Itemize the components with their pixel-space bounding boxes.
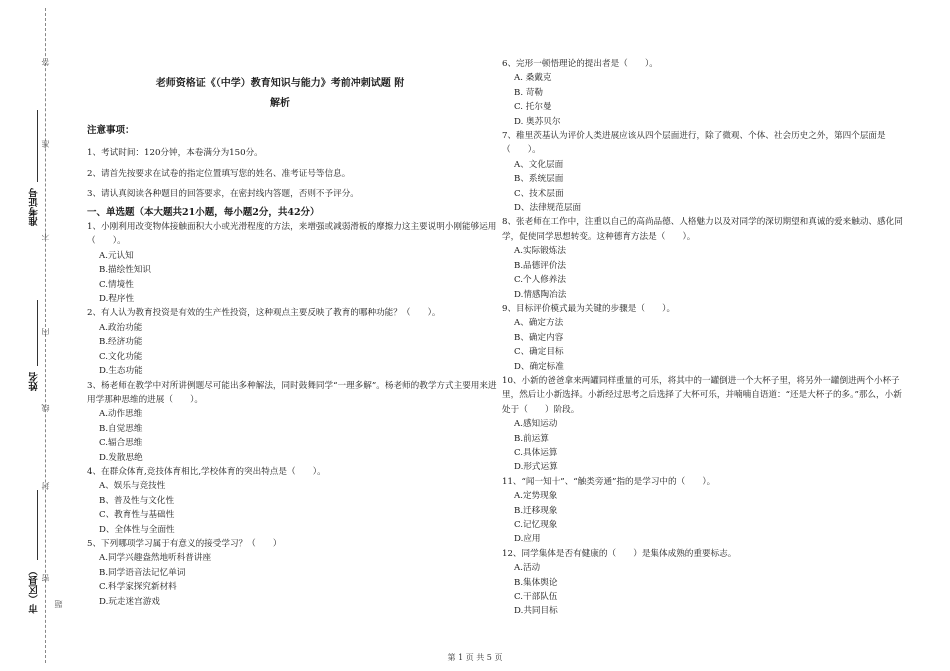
question-text: 2、有人认为教育投资是有效的生产性投资，这种观点主要反映了教育的哪种功能？（ ）。 (87, 308, 441, 319)
seal-char: 封 (41, 482, 50, 490)
district-label: 市（区县） (29, 566, 40, 614)
question-option: C.干部队伍 (514, 592, 558, 603)
question-option: A、文化层面 (514, 159, 564, 170)
notice-item: 2、请首先按要求在试卷的指定位置填写您的姓名、准考证号等信息。 (87, 168, 351, 179)
question-option: D.形式运算 (514, 462, 558, 473)
question-option: C.情境性 (99, 279, 134, 290)
section-title: 一、单选题（本大题共21小题，每小题2分，共42分） (87, 206, 320, 218)
question-text: 12、同学集体是否有健康的（ ）是集体成熟的重要标志。 (502, 548, 737, 559)
question-text: 9、目标评价模式最为关键的步骤是（ ）。 (502, 303, 676, 314)
notice-title: 注意事项： (87, 125, 135, 136)
question-5 (87, 537, 497, 609)
question-option: A. 桑戴克 (514, 73, 552, 84)
question-option: A.定势现象 (514, 491, 558, 502)
question-option: C. 托尔曼 (514, 102, 552, 113)
question-option: A.动作思维 (99, 409, 143, 420)
question-text: 10、小新的爸爸拿来两罐同样重量的可乐，将其中的一罐倒进一个大杯子里，将另外一罐倒进两个小杯子里，然后让小新选择。小新经过思考之后选择了大杯可乐，并喃喃自语道：“还是大杯子的多。”那么，小新处于（ ）阶段。 (502, 375, 902, 415)
question-option: C.个人修养法 (514, 275, 566, 286)
question-option: B.集体舆论 (514, 577, 558, 588)
left-column (87, 124, 497, 609)
question-option: B.品德评价法 (514, 260, 567, 271)
question-option: C.记忆现象 (514, 520, 558, 530)
question-6 (502, 57, 907, 129)
question-text: 4、在群众体育,竞技体育相比,学校体育的突出特点是（ ）。 (87, 466, 326, 477)
doc-title-line2: 解析 (270, 98, 290, 109)
binding-margin (0, 0, 63, 671)
doc-title-line1: 老师资格证《（中学）教育知识与能力》考前冲刺试题 附 (155, 78, 405, 89)
question-option: C.辐合思维 (99, 438, 143, 449)
question-option: C、技术层面 (514, 188, 564, 199)
question-option: B.描绘性知识 (99, 265, 152, 276)
question-option: D.玩走迷宫游戏 (99, 596, 160, 607)
question-option: B.同学语音法记忆单词 (99, 567, 186, 578)
notice-item: 3、请认真阅读各种题目的回答要求，在密封线内答题，否则不予评分。 (87, 189, 359, 200)
question-option: A.活动 (514, 563, 541, 574)
question-option: D.发散思绝 (99, 452, 143, 463)
question-option: D、确定标准 (514, 361, 564, 372)
question-2 (87, 306, 497, 378)
question-option: B、普及性与文化性 (99, 495, 175, 506)
question-option: A.元认知 (99, 250, 134, 261)
seal-char: 准 (41, 140, 50, 148)
question-7 (502, 129, 907, 215)
question-option: C.科学家探究新材料 (99, 582, 177, 593)
question-option: D.共同目标 (514, 606, 558, 617)
question-option: A.感知运动 (514, 419, 558, 430)
question-8 (502, 215, 907, 301)
seal-char: 答 (41, 58, 50, 66)
question-option: D.应用 (514, 534, 541, 545)
exam-number-label: 准考证号 (29, 188, 40, 226)
exam-number-field[interactable] (37, 110, 38, 182)
name-label: 姓名 (29, 372, 40, 391)
question-option: C、教育性与基础性 (99, 510, 175, 521)
question-9 (502, 302, 907, 374)
question-4 (87, 465, 497, 537)
question-option: D.程序性 (99, 294, 135, 305)
question-text: 7、稚里茨基认为评价人类进展应该从四个层面进行，除了微观、个体、社会历史之外，第四个层面是（ ）。 (502, 131, 886, 156)
question-option: A.政治功能 (99, 322, 143, 333)
question-option: D、法律规范层面 (514, 203, 582, 214)
question-option: A、确定方法 (514, 318, 564, 329)
question-text: 5、下列哪项学习属于有意义的接受学习？（ ） (87, 538, 282, 549)
question-option: A.实际锻炼法 (514, 246, 566, 257)
name-field[interactable] (37, 300, 38, 366)
question-option: D.生态功能 (99, 366, 143, 377)
right-column (502, 57, 907, 619)
question-option: B、确定内容 (514, 332, 564, 343)
question-option: D、全体性与全面性 (99, 524, 175, 535)
question-option: B.经济功能 (99, 337, 143, 348)
question-text: 6、完形一顿悟理论的提出者是（ ）。 (502, 59, 658, 69)
question-text: 8、张老师在工作中，注重以自己的高尚品德、人格魅力以及对同学的深切期望和真诚的爱来触动、感化同学，促使同学思想转变。这种德育方法是（ ）。 (502, 217, 903, 242)
question-12 (502, 547, 907, 619)
question-option: B、系统层面 (514, 174, 564, 185)
question-text: 3、杨老师在教学中对所讲例题尽可能出多种解法，同时鼓舞同学“一理多解”。杨老师的教学方式主要用来进用学那种思维的进展（ ）。 (87, 380, 497, 405)
question-option: C.文化功能 (99, 351, 143, 362)
question-option: B.迁移现象 (514, 505, 558, 516)
question-option: D. 奥苏贝尔 (514, 116, 561, 127)
question-option: B.前运算 (514, 433, 549, 444)
district-field[interactable] (37, 490, 38, 560)
question-text: 1、小刚利用改变物体接触面积大小或光滑程度的方法，来增强或减弱滑板的摩擦力这主要说明小刚能够运用（ ）。 (87, 222, 497, 247)
question-option: A、娱乐与竞技性 (99, 481, 166, 492)
seal-char: 密 (41, 574, 50, 582)
page-footer: 第 1 页 共 5 页 (447, 653, 503, 662)
question-1 (87, 220, 497, 306)
seal-char: 内 (41, 328, 50, 336)
question-11 (502, 475, 907, 547)
question-option: B.自觉思维 (99, 423, 143, 434)
question-option: D.情感陶冶法 (514, 289, 567, 300)
seal-char: 题 (54, 600, 63, 608)
question-option: C、确定目标 (514, 347, 564, 358)
question-3 (87, 379, 497, 465)
question-10 (502, 374, 907, 475)
question-option: C.具体运算 (514, 447, 558, 458)
seal-char: 线 (41, 404, 50, 412)
question-option: A.同学兴趣盎然地听科普讲座 (99, 553, 212, 564)
seal-char: 不 (41, 232, 50, 240)
question-option: B. 苛勒 (514, 87, 543, 98)
notice-item: 1、考试时间：120分钟，本卷满分为150分。 (87, 148, 263, 159)
question-text: 11、“闻一知十”、“触类旁通”指的是学习中的（ ）。 (502, 476, 716, 487)
